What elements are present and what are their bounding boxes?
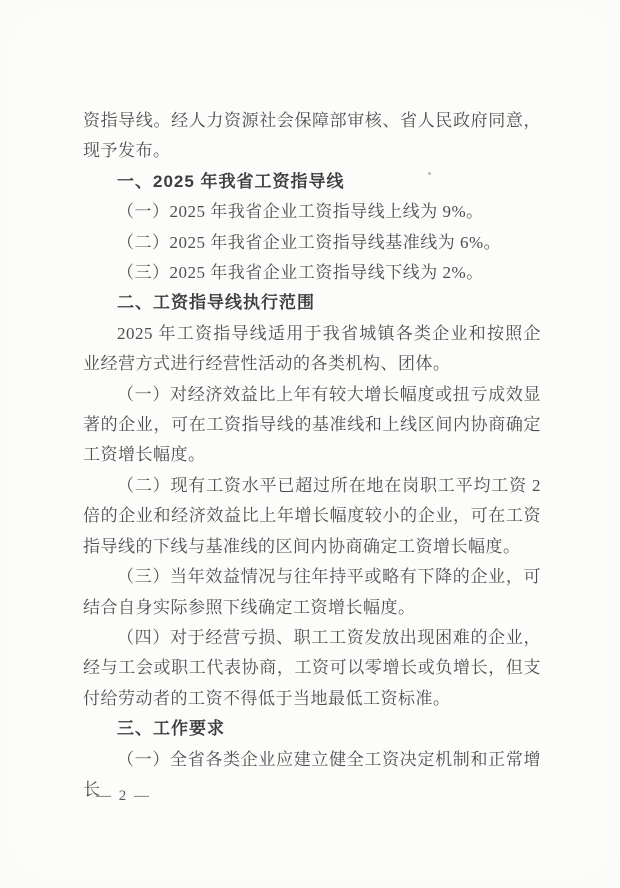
section-3-item-1-partial: （一）全省各类企业应建立健全工资决定机制和正常增长 [83, 749, 541, 799]
section-1-item-2: （二）2025 年我省企业工资指导线基准线为 6%。 [117, 232, 502, 252]
document-body [83, 106, 541, 805]
section-1-item-1: （一）2025 年我省企业工资指导线上线为 9%。 [117, 202, 484, 222]
scan-speck [428, 172, 431, 175]
continuation-paragraph: 资指导线。经人力资源社会保障部审核、省人民政府同意，现予发布。 [83, 111, 541, 161]
section-2-heading: 二、工资指导线执行范围 [117, 293, 315, 313]
section-1-item-3: （三）2025 年我省企业工资指导线下线为 2%。 [117, 263, 484, 283]
section-2-item-3: （三）当年效益情况与往年持平或略有下降的企业，可结合自身实际参照下线确定工资增长幅度。 [83, 567, 541, 617]
section-2-item-2: （二）现有工资水平已超过所在地在岗职工平均工资 2 倍的企业和经济效益比上年增长幅度较小的企业，可在工资指导线的下线与基准线的区间内协商确定工资增长幅度。 [83, 475, 541, 556]
section-2-item-4: （四）对于经营亏损、职工工资发放出现困难的企业，经与工会或职工代表协商，工资可以零增长或负增长，但支付给劳动者的工资不得低于当地最低工资标准。 [83, 627, 541, 708]
section-2-item-1: （一）对经济效益比上年有较大增长幅度或扭亏成效显著的企业，可在工资指导线的基准线和上线区间内协商确定工资增长幅度。 [83, 384, 541, 465]
section-2-intro-paragraph: 2025 年工资指导线适用于我省城镇各类企业和按照企业经营方式进行经营性活动的各类机构、团体。 [83, 323, 541, 374]
section-1-heading: 一、2025 年我省工资指导线 [117, 171, 345, 191]
page-number: — 2 — [96, 788, 151, 804]
section-3-heading: 三、工作要求 [117, 719, 225, 739]
